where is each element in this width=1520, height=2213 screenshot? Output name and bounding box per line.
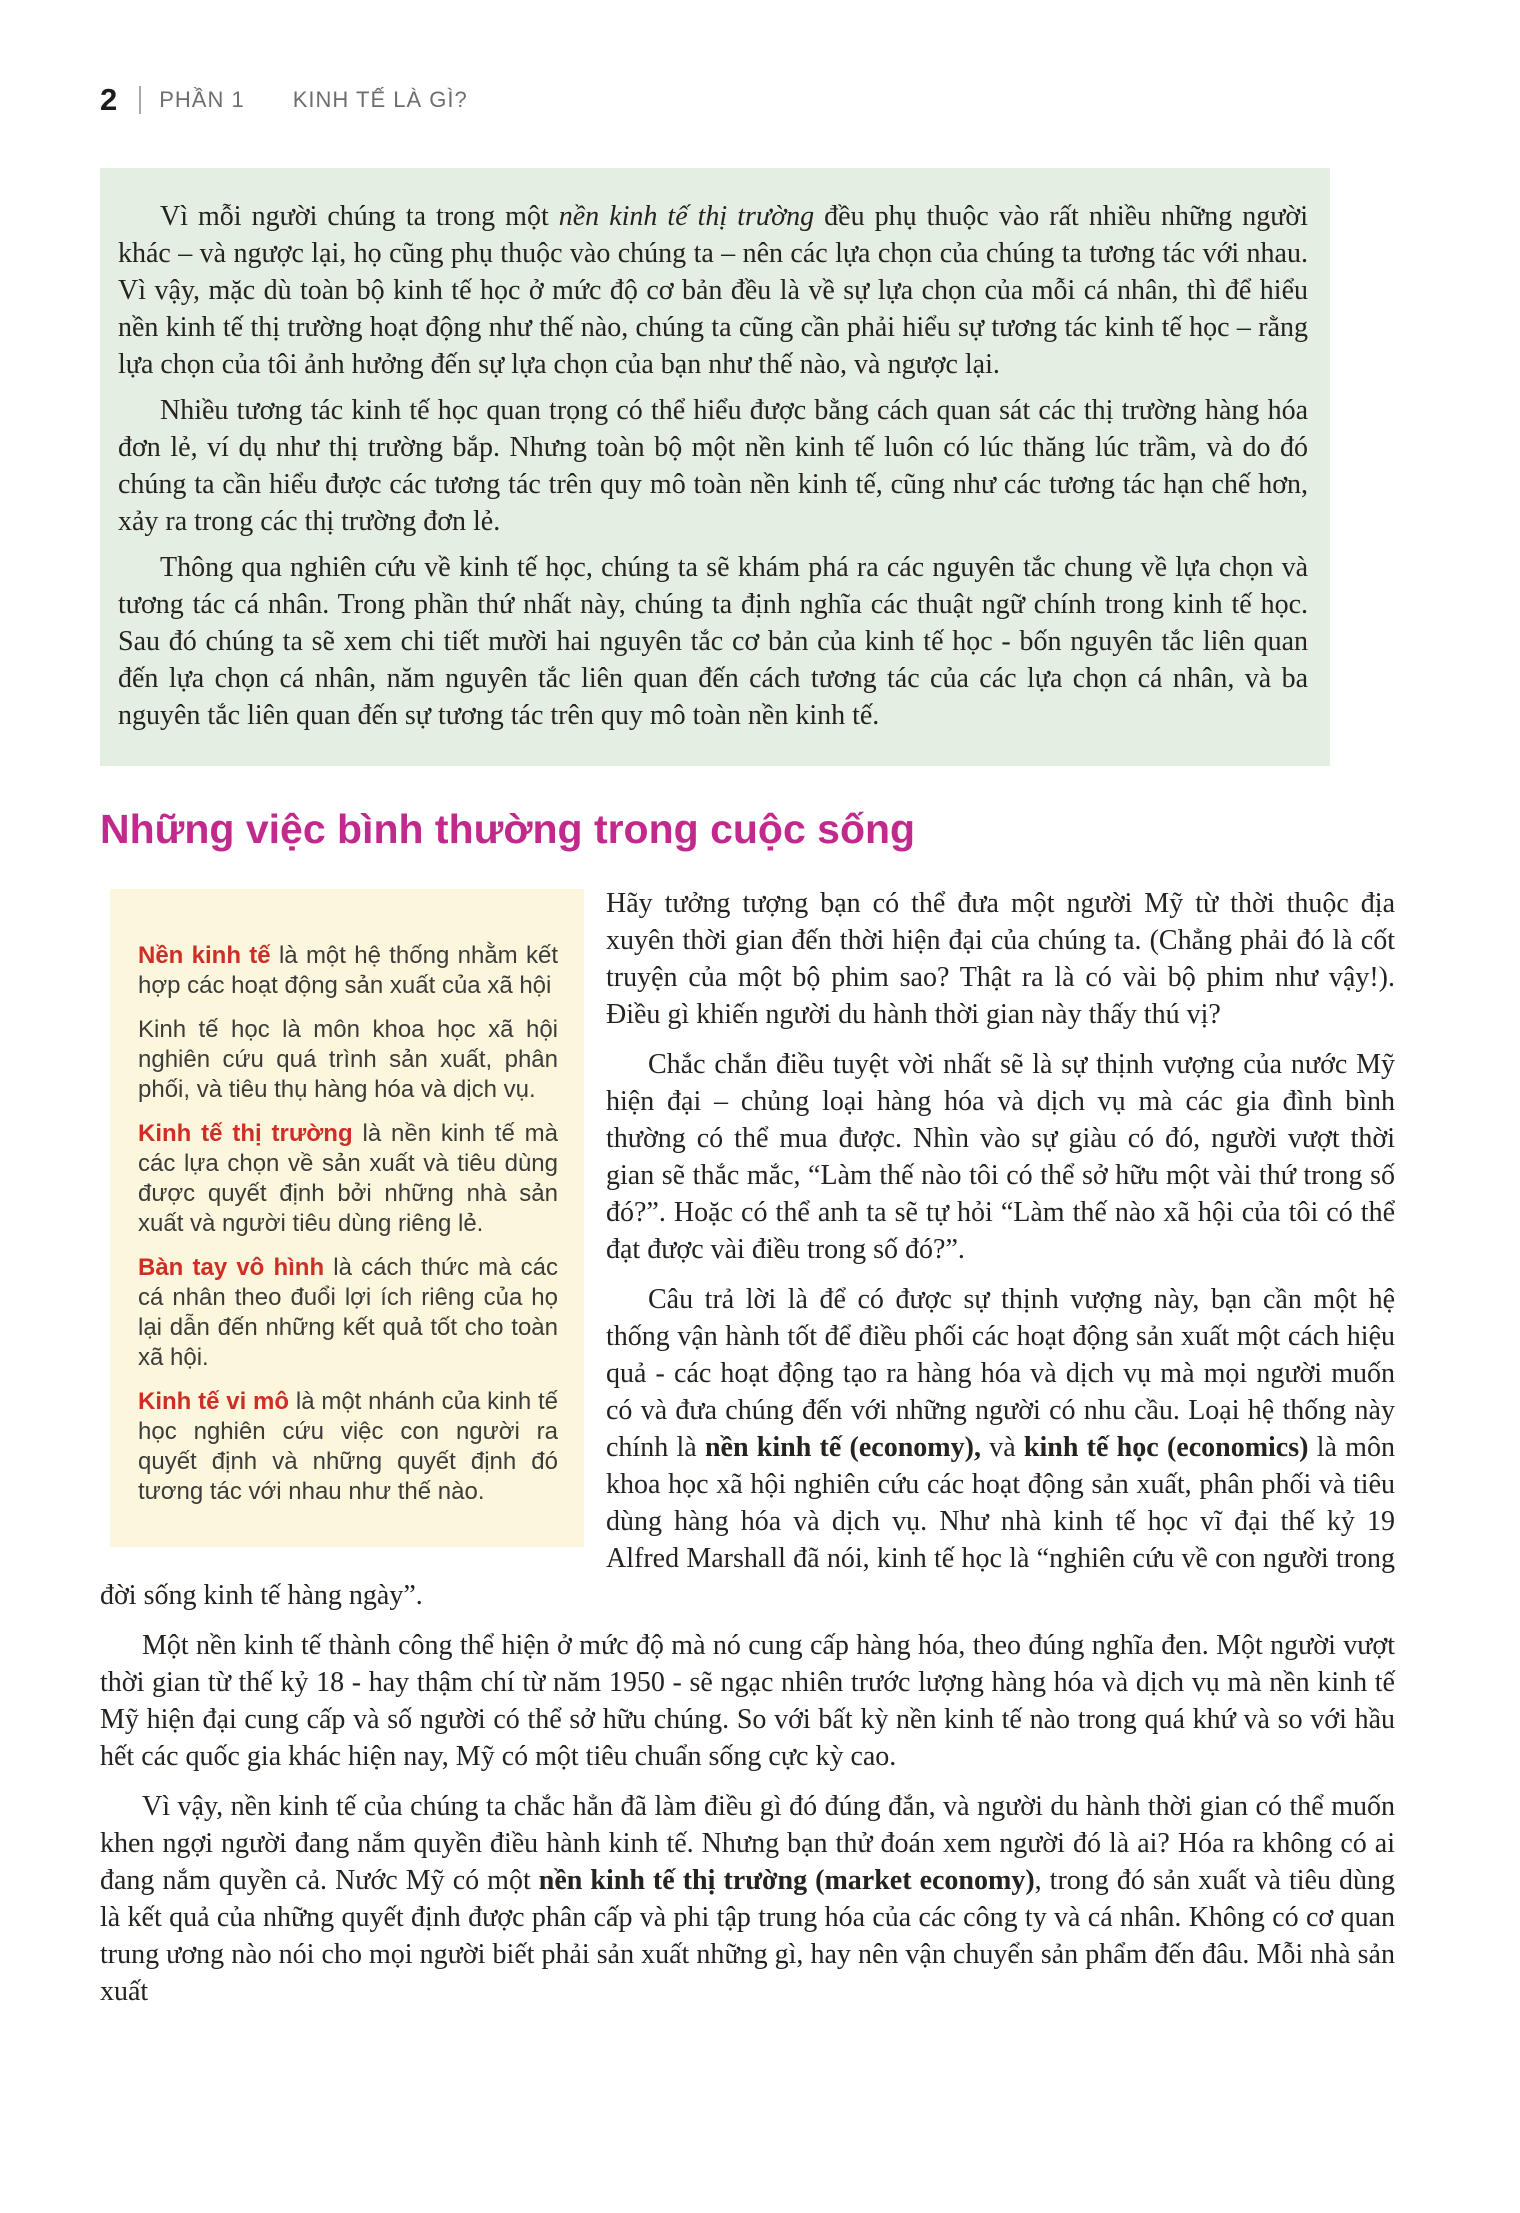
intro-summary-box bbox=[100, 168, 1330, 766]
text-run: là một nhánh của kinh tế học nghiên cứu việc con người ra quyết định và những quyết định đó tương tác với nhau như thế nào. bbox=[138, 1388, 558, 1505]
text-run: là môn khoa học xã hội nghiên cứu các hoạt động sản xuất, phân phối và tiêu dùng hàng hóa và dịch vụ. Như nhà kinh tế học vĩ đại thế kỷ 19 Alfred Marshall đã nói, kinh tế học là “nghiên cứu về con người trong đời sống kinh tế hàng ngày”. bbox=[100, 1432, 1395, 1611]
text-run: Kinh tế học là môn khoa học xã hội nghiên cứu quá trình sản xuất, phân phối, và tiêu thụ hàng hóa và dịch vụ. bbox=[138, 1016, 558, 1103]
text-run: Một nền kinh tế thành công thể hiện ở mức độ mà nó cung cấp hàng hóa, theo đúng nghĩa đen. Một người vượt thời gian từ thế kỷ 18 - hay thậm chí từ năm 1950 - sẽ ngạc nhiên trước lượng hàng hóa và dịch vụ mà nền kinh tế Mỹ hiện đại cung cấp và số người có thể sở hữu chúng. So với bất kỳ nền kinh tế nào trong quá khứ và so với hầu hết các quốc gia khác hiện nay, Mỹ có một tiêu chuẩn sống cực kỳ cao. bbox=[100, 1630, 1395, 1772]
text-run: Hãy tưởng tượng bạn có thể đưa một người Mỹ từ thời thuộc địa xuyên thời gian đến thời hiện đại của chúng ta. (Chẳng phải đó là cốt truyện của một bộ phim sao? Thật ra là có vài bộ phim như vậy!). Điều gì khiến người du hành thời gian này thấy thú vị? bbox=[606, 888, 1395, 1030]
definition-item bbox=[138, 941, 558, 1001]
body-paragraph bbox=[100, 1788, 1395, 2010]
definitions-list bbox=[138, 941, 558, 1507]
intro-paragraphs bbox=[118, 198, 1308, 734]
text-run: kinh tế học (economics) bbox=[1023, 1432, 1309, 1463]
section-title: Những việc bình thường trong cuộc sống bbox=[100, 806, 916, 852]
part-label: PHẦN 1 bbox=[159, 87, 245, 112]
definition-item bbox=[138, 1015, 558, 1105]
key-term: Bàn tay vô hình bbox=[138, 1254, 325, 1281]
text-run: nền kinh tế thị trường (market economy) bbox=[538, 1865, 1035, 1896]
text-run: Thông qua nghiên cứu về kinh tế học, chúng ta sẽ khám phá ra các nguyên tắc chung về lựa chọn và tương tác cá nhân. Trong phần thứ nhất này, chúng ta định nghĩa các thuật ngữ chính trong kinh tế học. Sau đó chúng ta sẽ xem chi tiết mười hai nguyên tắc cơ bản của kinh tế học - bốn nguyên tắc liên quan đến lựa chọn cá nhân, năm nguyên tắc liên quan đến cách tương tác của các lựa chọn cá nhân, và ba nguyên tắc liên quan đến sự tương tác trên quy mô toàn nền kinh tế. bbox=[118, 552, 1308, 731]
part-title: KINH TẾ LÀ GÌ? bbox=[292, 87, 468, 112]
intro-paragraph bbox=[118, 198, 1308, 383]
intro-paragraph bbox=[118, 549, 1308, 734]
key-term: Kinh tế vi mô bbox=[138, 1388, 290, 1415]
intro-paragraph bbox=[118, 392, 1308, 540]
text-run: nền kinh tế thị trường bbox=[558, 201, 815, 232]
key-term: Kinh tế thị trường bbox=[138, 1120, 353, 1147]
text-run: Vì vậy, nền kinh tế của chúng ta chắc hẳn đã làm điều gì đó đúng đắn, và người du hành thời gian có thể muốn khen ngợi người đang nắm quyền điều hành kinh tế. Nhưng bạn thử đoán xem người đó là ai? Hóa ra không có ai đang nắm quyền cả. Nước Mỹ có một bbox=[100, 1791, 1395, 1896]
definition-item bbox=[138, 1253, 558, 1373]
main-content bbox=[100, 885, 1395, 2010]
header-divider bbox=[139, 86, 141, 114]
definition-item bbox=[138, 1387, 558, 1507]
definitions-box bbox=[110, 889, 584, 1547]
text-run: đều phụ thuộc vào rất nhiều những người khác – và ngược lại, họ cũng phụ thuộc vào chúng ta – nên các lựa chọn của chúng ta tương tác với nhau. Vì vậy, mặc dù toàn bộ kinh tế học ở mức độ cơ bản đều là về sự lựa chọn của mỗi cá nhân, thì để hiểu nền kinh tế thị trường hoạt động như thế nào, chúng ta cũng cần phải hiểu sự tương tác kinh tế học – rằng lựa chọn của tôi ảnh hưởng đến sự lựa chọn của bạn như thế nào, và ngược lại. bbox=[118, 201, 1309, 380]
text-run: , trong đó sản xuất và tiêu dùng là kết quả của những quyết định được phân cấp và phi tập trung hóa của các công ty và cá nhân. Không có cơ quan trung ương nào nói cho mọi người biết phải sản xuất những gì, hay nên vận chuyển sản phẩm đến đâu. Mỗi nhà sản xuất bbox=[100, 1865, 1395, 2007]
definition-item bbox=[138, 1119, 558, 1239]
text-run: là một hệ thống nhằm kết hợp các hoạt động sản xuất của xã hội bbox=[138, 942, 558, 999]
text-run: là nền kinh tế mà các lựa chọn về sản xuất và tiêu dùng được quyết định bởi những nhà sản xuất và người tiêu dùng riêng lẻ. bbox=[138, 1120, 559, 1237]
page-number: 2 bbox=[100, 82, 118, 117]
text-run: nền kinh tế (economy), bbox=[704, 1432, 981, 1463]
text-run: Chắc chắn điều tuyệt vời nhất sẽ là sự thịnh vượng của nước Mỹ hiện đại – chủng loại hàng hóa và dịch vụ mà các gia đình bình thường có thể mua được. Nhìn vào sự giàu có đó, người vượt thời gian sẽ thắc mắc, “Làm thế nào tôi có thể sở hữu một vài thứ trong số đó?”. Hoặc có thể anh ta sẽ tự hỏi “Làm thế nào xã hội của tôi có thể đạt được vài điều trong số đó?”. bbox=[606, 1049, 1395, 1265]
text-run: và bbox=[980, 1432, 1024, 1463]
page-header bbox=[100, 82, 1395, 118]
body-paragraph bbox=[100, 1627, 1395, 1775]
text-run: Câu trả lời là để có được sự thịnh vượng này, bạn cần một hệ thống vận hành tốt để điều phối các hoạt động sản xuất một cách hiệu quả - các hoạt động tạo ra hàng hóa và dịch vụ mà mọi người muốn có và đưa chúng đến với những người có nhu cầu. Loại hệ thống này chính là bbox=[606, 1284, 1395, 1463]
text-run: là cách thức mà các cá nhân theo đuổi lợi ích riêng của họ lại dẫn đến những kết quả tốt cho toàn xã hội. bbox=[138, 1254, 559, 1371]
text-run: Vì mỗi người chúng ta trong một bbox=[160, 201, 559, 232]
key-term: Nền kinh tế bbox=[138, 942, 271, 969]
text-run: Nhiều tương tác kinh tế học quan trọng có thể hiểu được bằng cách quan sát các thị trường hàng hóa đơn lẻ, ví dụ như thị trường bắp. Nhưng toàn bộ một nền kinh tế luôn có lúc thăng lúc trầm, và do đó chúng ta cần hiểu được các tương tác trên quy mô toàn nền kinh tế, cũng như các tương tác hạn chế hơn, xảy ra trong các thị trường đơn lẻ. bbox=[118, 395, 1308, 537]
